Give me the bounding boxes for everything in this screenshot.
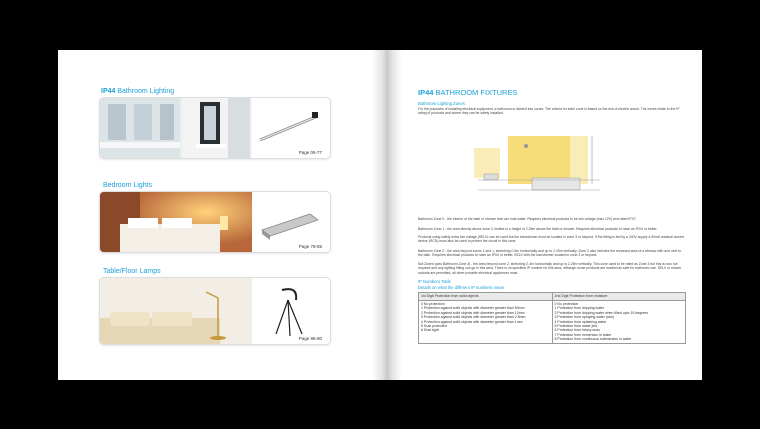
section-title-bathroom: IP44 Bathroom Lighting xyxy=(101,88,175,95)
list-item: 1 Protection from dripping water xyxy=(554,306,605,311)
table-subheading: Details on what the different IP numbers mean xyxy=(418,285,504,290)
table-floor-lamps-card xyxy=(100,278,330,344)
list-item: 1 Protection against solid objects with diameter greater than 50mm xyxy=(421,306,525,311)
zones-heading: Bathroom Lighting Zones xyxy=(418,101,465,106)
bathroom-fixture-product xyxy=(252,98,330,158)
section-title-bedroom: Bedroom Lights xyxy=(103,182,153,189)
list-item: 7 Protection from immersion in water xyxy=(554,332,612,337)
page-ref: Page 06-77 xyxy=(298,150,322,155)
col1-cell xyxy=(419,301,553,344)
bathroom-lighting-card xyxy=(100,98,330,158)
bathroom-photo xyxy=(100,98,252,158)
list-item: 2 Protection from dripping water when tilted upto 15 degrees xyxy=(554,310,649,315)
list-item: 5 Protection from water jets xyxy=(554,324,598,329)
list-item: 6 Protection from heavy seas xyxy=(554,328,600,333)
bedroom-photo xyxy=(100,192,252,252)
selv-text: Products using safety extra low voltage (SELV) can be used but the transformer must be located in zone 3 or beyond. If the fitting is fed by a 240V supply a 30mA residual current device (RCD) must also be used to protect the circuit in this zone. xyxy=(418,235,685,244)
page-ref: Page 86-90 xyxy=(298,336,322,341)
table-heading: IP Numbers Table xyxy=(418,279,452,284)
zone-2-text: Bathroom Zone 2 - the area beyond zones 1 and 1, stretching 0.6m horizontally and up to 2.25m vertically. Zone 2 also includes the recessed area of a window with and next to the bath. Requires electrical products to have an IPX4 or better. SELV with the transformer located in zone 3 or beyond. xyxy=(418,249,682,258)
list-item: 8 Protection from continuous submersion in water xyxy=(554,337,632,342)
lamps-photo xyxy=(100,278,252,344)
bedroom-fixture-product xyxy=(252,192,330,252)
list-item: 5 Dust protected xyxy=(421,324,447,329)
list-item: 3 Protection against solid objects with diameter greater than 2.5mm xyxy=(421,315,526,320)
list-item: 3 Protection from spraying water (rain) xyxy=(554,315,615,320)
list-item: 0 No protection xyxy=(554,302,579,306)
section-title-lamps: Table/Floor Lamps xyxy=(103,268,161,275)
page-title: IP44 BATHROOM FIXTURES xyxy=(418,88,518,97)
zone-0-text: Bathroom Zone 0 - the interior of the bath or shower that can hold water. Requires electrical products to be low voltage (max 12V) and rated IPX7. xyxy=(418,217,637,221)
col2-cell xyxy=(552,301,686,344)
list-item: 2 Protection against solid objects with diameter greater than 12mm xyxy=(421,310,525,315)
list-item: 6 Dust tight xyxy=(421,328,439,333)
list-item: 4 Protection from splashing water xyxy=(554,319,607,324)
book-spine xyxy=(372,50,402,380)
intro-text: For the purposes of installing electrical equipment, a bathroom is divided into zones. The criteria for each zone is based on the risk of electric shock. The zones relate to the IP rating of products and where they can be safely installed. xyxy=(418,107,680,116)
lamp-product xyxy=(252,278,330,344)
list-item: 4 Protection against solid objects with diameter greater than 1mm xyxy=(421,319,523,324)
not-zoned-text: Not Zoned (was Bathroom Zone 3) - the area beyond zone 2, stretching 2.4m horizontally and up to 2.25m vertically. This zone used to be rated as Zone 3 but this is now not required and any lighting fitting can go in this area. There is no specified IP number for this area, although some products are marked as safe for bathroom use. SELV or shaver sockets are permitted, all other portable electrical appliances must. xyxy=(418,262,682,275)
zone-1-text: Bathroom Zone 1 - the area directly above zone 0, limited to a height of 2.25m above the bath or shower. Requires electrical products to have an IPX4 or better. xyxy=(418,227,658,231)
list-item: 0 No protection xyxy=(421,302,445,306)
bathroom-zones-diagram xyxy=(468,124,606,210)
page-ref: Page 78-85 xyxy=(298,244,322,249)
ip-numbers-table xyxy=(418,292,686,344)
col1-header: 1st Digit Protection from solid objects xyxy=(419,293,553,301)
bedroom-lights-card xyxy=(100,192,330,252)
col2-header: 2nd Digit Protection from moisture xyxy=(552,293,686,301)
